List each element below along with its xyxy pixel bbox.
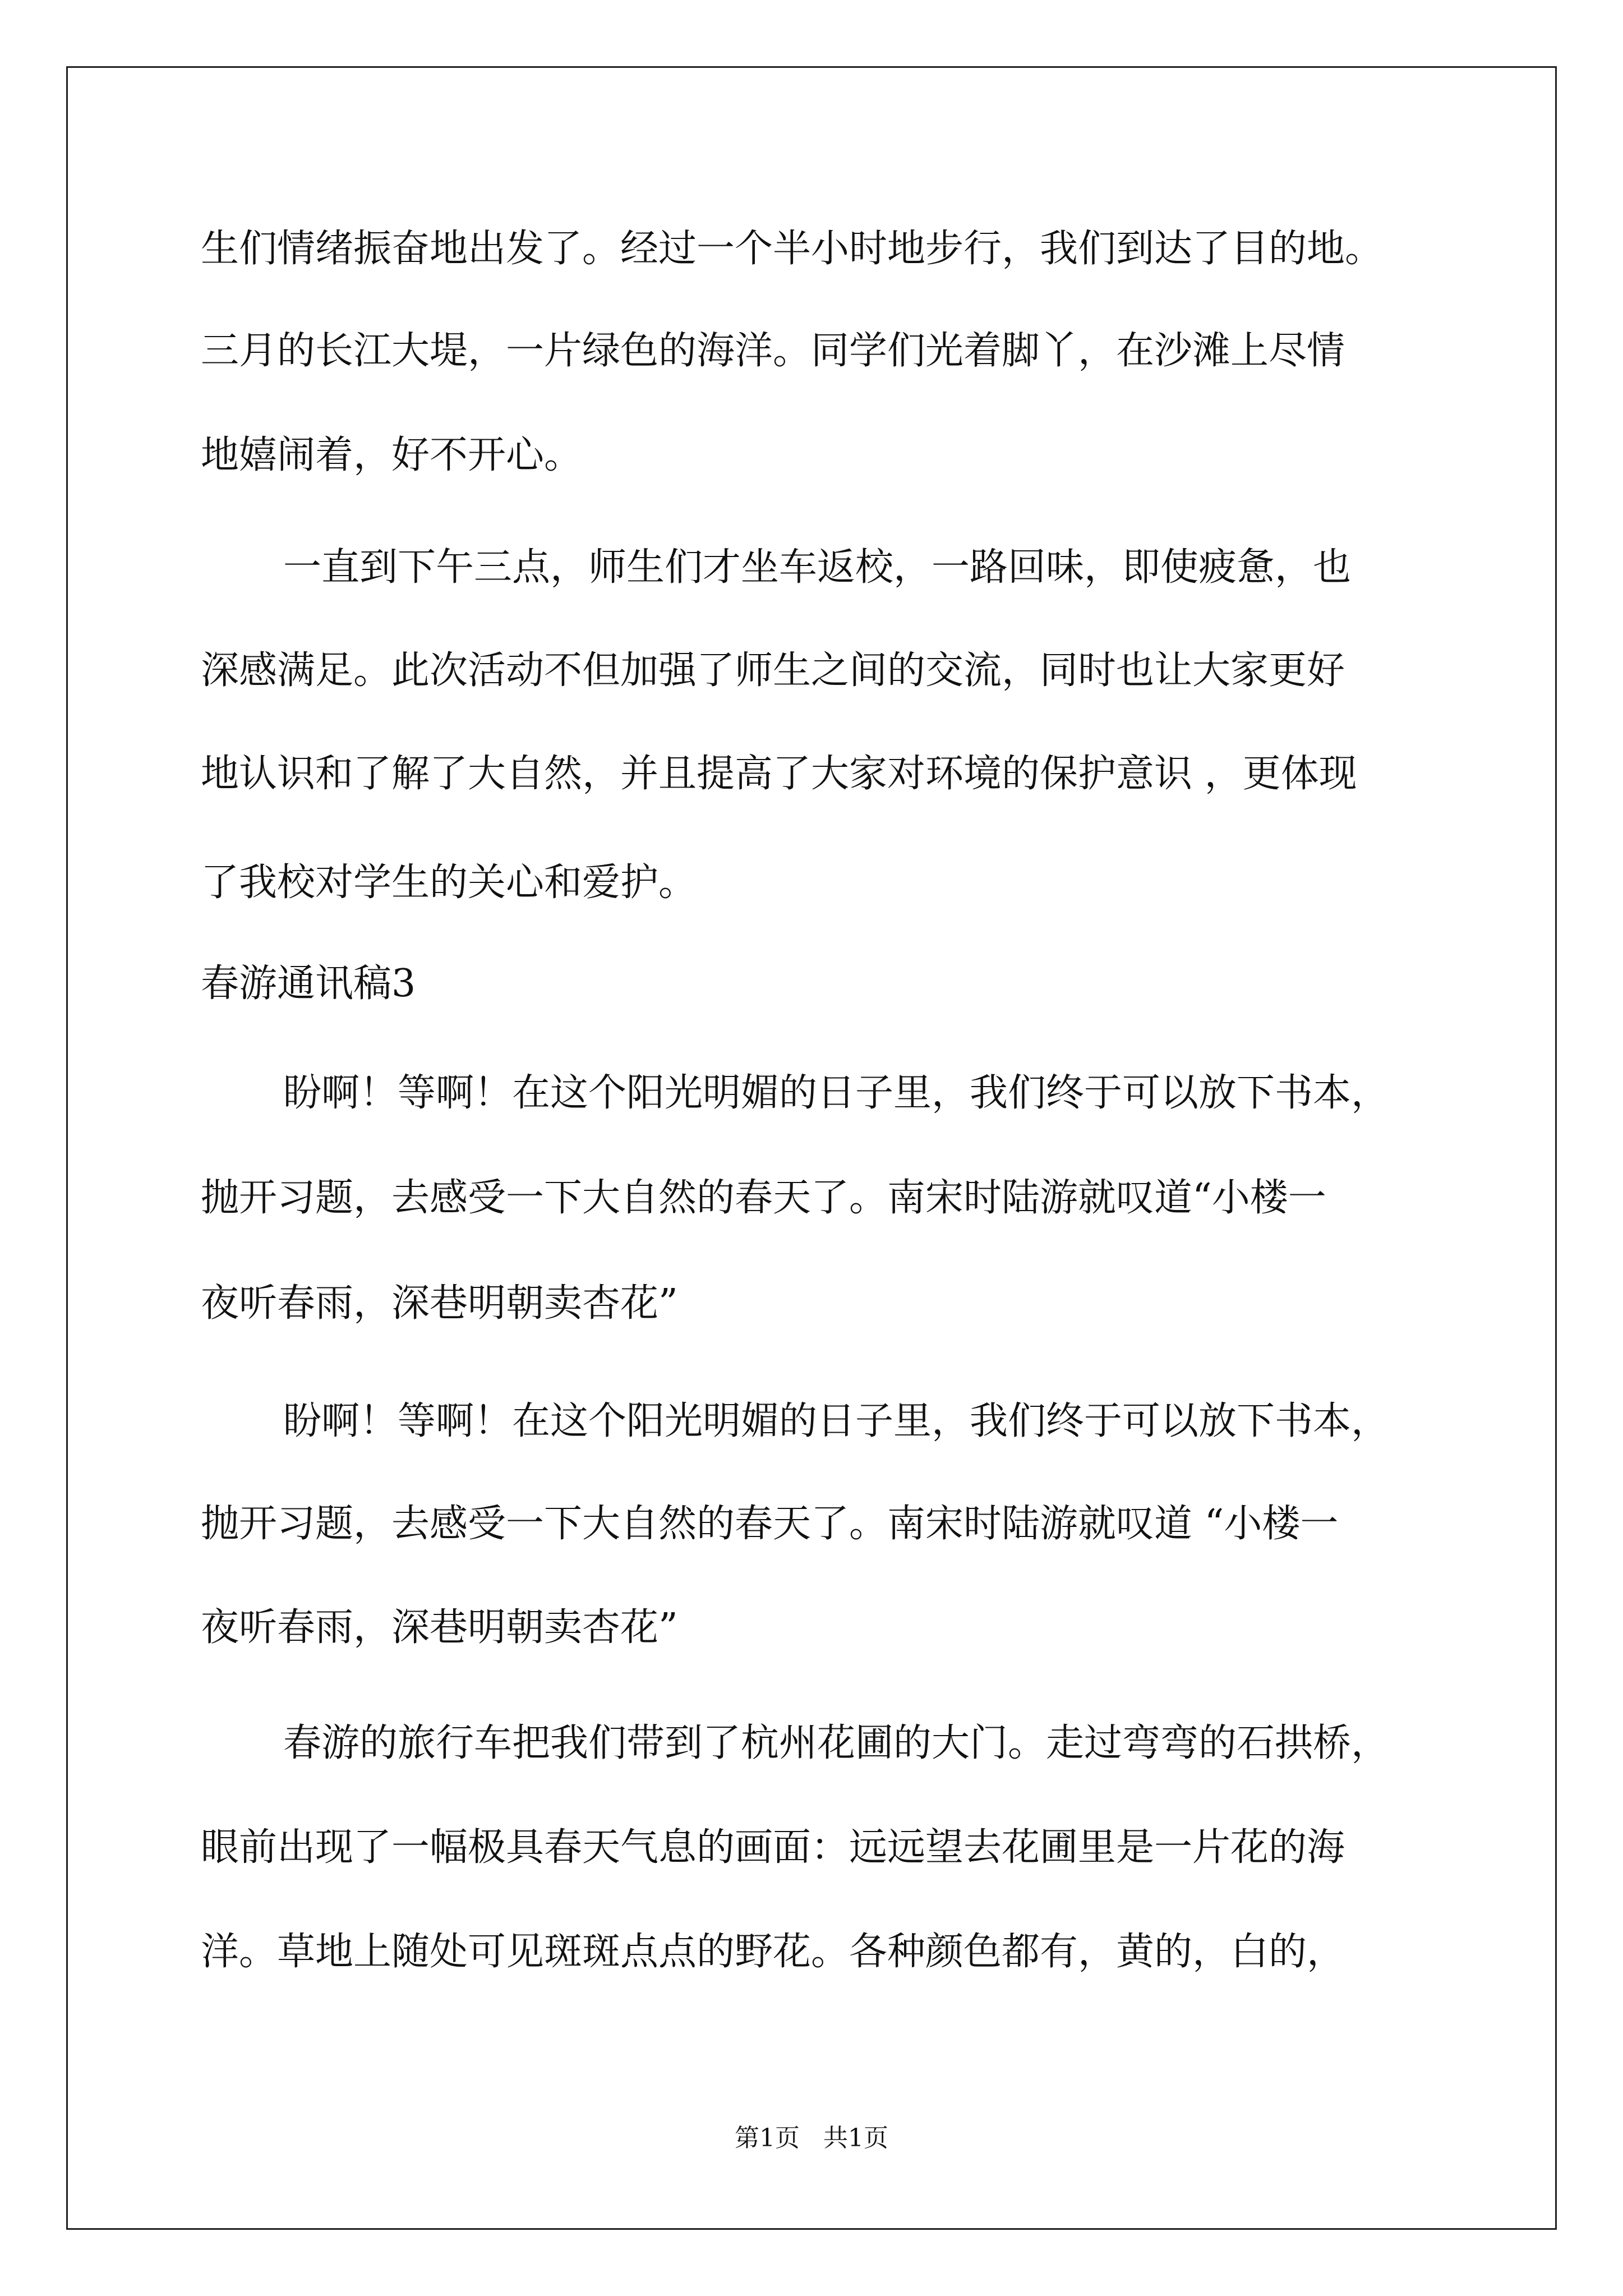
- body-text-line: 地嬉闹着，好不开心。: [201, 433, 583, 477]
- body-text-line: 深感满足。此次活动不但加强了师生之间的交流，同时也让大家更好: [201, 648, 1345, 693]
- body-text-line: 夜听春雨，深巷明朝卖杏花”: [201, 1281, 678, 1326]
- body-text-line: 三月的长江大堤，一片绿色的海洋。同学们光着脚丫，在沙滩上尽情: [201, 329, 1345, 373]
- body-text-line: 夜听春雨，深巷明朝卖杏花”: [201, 1605, 678, 1650]
- paragraph-first-line: 盼啊！等啊！在这个阳光明媚的日子里，我们终于可以放下书本，: [283, 1071, 1390, 1115]
- body-text-line: 抛开习题，去感受一下大自然的春天了。南宋时陆游就叹道“小楼一: [201, 1176, 1326, 1220]
- body-text-line: 抛开习题，去感受一下大自然的春天了。南宋时陆游就叹道 “小楼一: [201, 1502, 1339, 1546]
- page-border: [66, 66, 1557, 2230]
- paragraph-first-line: 一直到下午三点，师生们才坐车返校，一路回味，即使疲惫，也: [283, 545, 1352, 590]
- paragraph-first-line: 春游的旅行车把我们带到了杭州花圃的大门。走过弯弯的石拱桥，: [283, 1721, 1390, 1765]
- body-text-line: 生们情绪振奋地出发了。经过一个半小时地步行，我们到达了目的地。: [201, 227, 1384, 271]
- paragraph-first-line: 盼啊！等啊！在这个阳光明媚的日子里，我们终于可以放下书本，: [283, 1399, 1390, 1443]
- body-text-line: 了我校对学生的关心和爱护。: [201, 861, 697, 905]
- section-heading: 春游通讯稿3: [201, 961, 416, 1006]
- page-footer: 第1页 共1页: [735, 2124, 888, 2152]
- body-text-line: 眼前出现了一幅极具春天气息的画面：远远望去花圃里是一片花的海: [201, 1825, 1345, 1870]
- body-text-line: 地认识和了解了大自然，并且提高了大家对环境的保护意识 ，更体现: [201, 752, 1357, 796]
- body-text-line: 洋。草地上随处可见斑斑点点的野花。各种颜色都有，黄的，白的，: [201, 1930, 1345, 1974]
